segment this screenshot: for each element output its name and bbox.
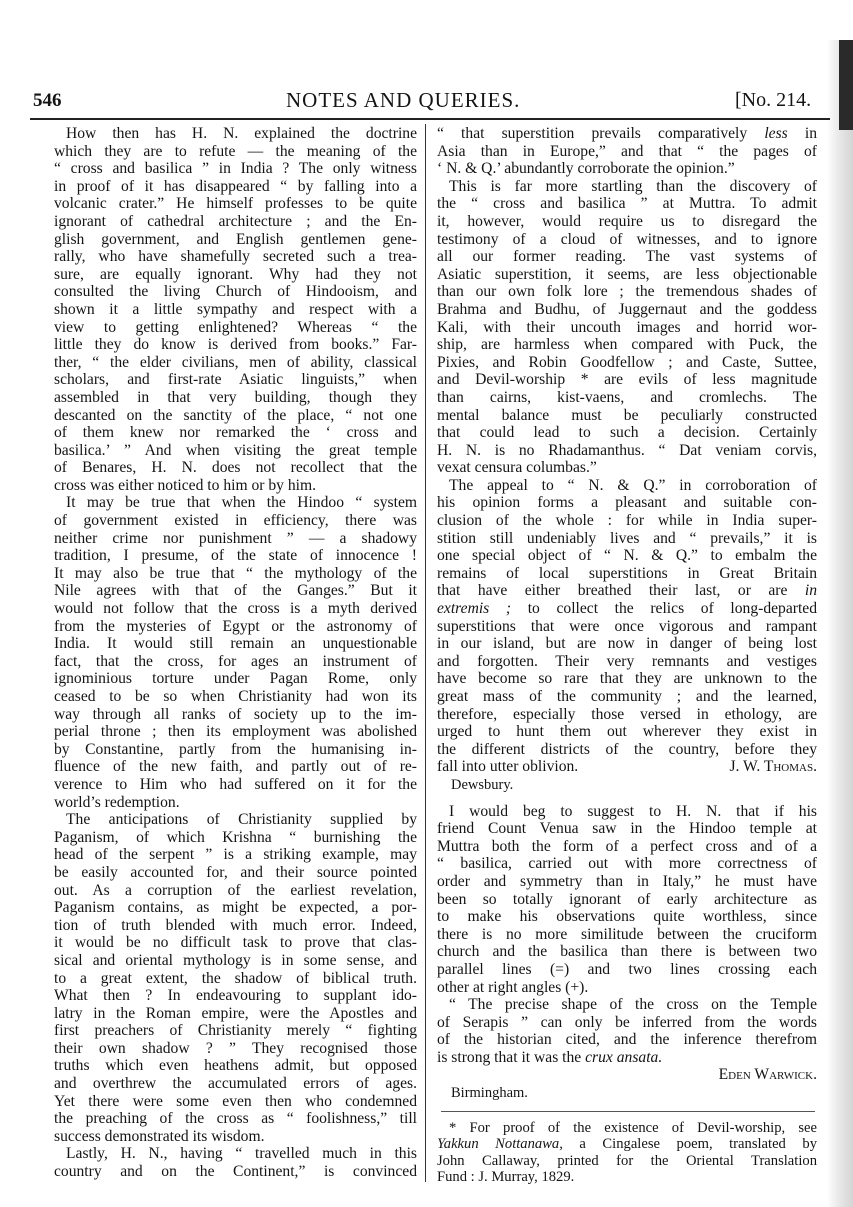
paragraph bbox=[54, 1145, 417, 1180]
text-segment: in bbox=[787, 125, 818, 142]
column-divider bbox=[425, 124, 426, 1182]
text-line: This is far more startling than the discovery of bbox=[449, 177, 817, 195]
text-line: the “ cross and basilica ” at Muttra. To admit bbox=[437, 195, 817, 213]
text-line bbox=[437, 1049, 817, 1067]
text-line: neither crime nor punishment ” — a shadowy bbox=[54, 529, 417, 547]
paragraph bbox=[54, 811, 417, 1145]
italic-text: less bbox=[764, 125, 788, 142]
footnote bbox=[437, 1120, 817, 1186]
text-line: Asiatic superstition, it seems, are less objectionable bbox=[437, 265, 817, 283]
text-line: assembled in that very building, though they bbox=[54, 388, 417, 406]
text-line: tradition, I presume, of the state of innocence ! bbox=[54, 547, 417, 565]
page-header bbox=[0, 88, 853, 114]
text-line: it would be no difficult task to prove that clas- bbox=[54, 934, 417, 952]
text-line: first preachers of Christianity merely “ fighting bbox=[54, 1022, 417, 1040]
text-line: of the historian cited, and the inference therefrom bbox=[437, 1031, 817, 1049]
text-line: in proof of it has disappeared “ by falling into a bbox=[54, 177, 417, 195]
text-line: “ The precise shape of the cross on the Temple bbox=[449, 996, 817, 1014]
right-paragraphs-a bbox=[437, 125, 817, 758]
text-line: have become so rare that they are unknown to the bbox=[437, 670, 817, 688]
text-line: ignominious torture under Pagan Rome, only bbox=[54, 670, 417, 688]
text-line: Paganism contains, as might be expected, a por- bbox=[54, 899, 417, 917]
text-line: little they do know is derived from books.” Far- bbox=[54, 336, 417, 354]
text-line: friend Count Venua saw in the Hindoo temple at bbox=[437, 820, 817, 838]
text-line: view to getting enlightened? Whereas “ the bbox=[54, 318, 417, 336]
text-line: in our island, but are now in danger of being lost bbox=[437, 635, 817, 653]
text-line: vexat censura columbas.” bbox=[437, 459, 597, 477]
text-line: shown it a little sympathy and respect with a bbox=[54, 300, 417, 318]
text-line: been so totally ignorant of early architecture as bbox=[437, 890, 817, 908]
right-column bbox=[437, 125, 817, 1186]
text-line: Brahma and Budhu, of Juggernaut and the goddess bbox=[437, 300, 817, 318]
text-line: superstitions that were once vigorous and rampant bbox=[437, 617, 817, 635]
thomas-signature-line bbox=[437, 758, 817, 776]
text-line: John Callaway, printed for the Oriental Translation bbox=[437, 1152, 817, 1169]
text-line: remains of local superstitions in Great Britain bbox=[437, 564, 817, 582]
text-line: Yet there were some even then who condemned bbox=[54, 1092, 417, 1110]
text-line: testimony of a cloud of witnesses, and to ignore bbox=[437, 230, 817, 248]
text-line: “ cross and basilica ” in India ? The only witness bbox=[54, 160, 417, 178]
text-line: The anticipations of Christianity supplied by bbox=[66, 811, 417, 829]
text-line: I would beg to suggest to H. N. that if his bbox=[449, 802, 817, 820]
text-line bbox=[437, 1136, 817, 1153]
text-line: and forgotten. Their very remnants and vestiges bbox=[437, 652, 817, 670]
text-line: of Benares, H. N. does not recollect that the bbox=[54, 459, 417, 477]
text-segment: to collect the relics of long-departed bbox=[511, 600, 817, 618]
text-line: would not follow that the cross is a myth derived bbox=[54, 600, 417, 618]
text-line: than cairns, kist-vaens, and cromlechs. The bbox=[437, 388, 817, 406]
text-line: success demonstrated its wisdom. bbox=[54, 1127, 265, 1145]
text-line: latry in the Roman empire, were the Apostles and bbox=[54, 1004, 417, 1022]
text-line: one special object of “ N. & Q.” to embalm the bbox=[437, 547, 817, 565]
warwick-signature: Eden Warwick. bbox=[718, 1066, 817, 1084]
text-line: country and on the Continent,” is convinced bbox=[54, 1163, 417, 1181]
text-segment: a Cingalese poem, translated by bbox=[562, 1136, 817, 1153]
thomas-signature: J. W. Thomas. bbox=[729, 758, 817, 776]
text-line: and Devil-worship * are evils of less magnitude bbox=[437, 371, 817, 389]
text-line: tion of truth blended with much error. Indeed, bbox=[54, 916, 417, 934]
footnote-rule bbox=[441, 1111, 815, 1112]
text-line: stition still undeniably lives and “ prevails,” it is bbox=[437, 529, 817, 547]
paragraph bbox=[54, 494, 417, 811]
paragraph bbox=[437, 996, 817, 1066]
text-line: truths which even heathens admit, but opposed bbox=[54, 1057, 417, 1075]
text-line: clusion of the whole : for while in India super- bbox=[437, 512, 817, 530]
text-line: perial throne ; then its employment was abolished bbox=[54, 723, 417, 741]
text-line: Kali, with their uncouth images and horrid wor- bbox=[437, 318, 817, 336]
text-line: it, however, would require us to disregard the bbox=[437, 212, 817, 230]
text-line: It may be true that when the Hindoo “ system bbox=[66, 494, 417, 512]
paragraph bbox=[437, 477, 817, 759]
text-line: ship, are harmless when compared with Puck, the bbox=[437, 336, 817, 354]
text-line: order and symmetry than in Italy,” he must have bbox=[437, 872, 817, 890]
right-paragraphs-b bbox=[437, 803, 817, 1067]
text-line: and overthrew the accumulated errors of ages. bbox=[54, 1075, 417, 1093]
thomas-place: Dewsbury. bbox=[451, 776, 514, 793]
text-line: parallel lines (=) and two lines crossing each bbox=[437, 960, 817, 978]
paragraph bbox=[437, 178, 817, 477]
scan-edge-shadow bbox=[827, 40, 853, 1207]
italic-text: extremis ; bbox=[437, 600, 512, 618]
journal-title: NOTES AND QUERIES. bbox=[286, 88, 521, 112]
text-line: ‘ N. & Q.’ abundantly corroborate the opinion.” bbox=[437, 160, 735, 178]
text-line: Paganism, of which Krishna “ burnishing the bbox=[54, 828, 417, 846]
text-line: church and the basilica than there is between two bbox=[437, 943, 817, 961]
text-line: H. N. is no Rhadamanthus. “ Dat veniam corvis, bbox=[437, 441, 817, 459]
spacer bbox=[437, 795, 817, 803]
text-line: Pixies, and Robin Goodfellow ; and Caste, Suttee, bbox=[437, 353, 817, 371]
paragraph bbox=[437, 803, 817, 997]
text-line: urged to hunt them out wherever they exist in bbox=[437, 723, 817, 741]
text-line: which they are to refute — the meaning of the bbox=[54, 142, 417, 160]
warwick-place: Birmingham. bbox=[451, 1085, 528, 1102]
text-line: ceased to be so when Christianity had won its bbox=[54, 688, 417, 705]
text-line: way through all ranks of society up to the im- bbox=[54, 705, 417, 723]
text-line: rally, who have shamefully secreted such a trea- bbox=[54, 248, 417, 266]
left-column bbox=[54, 125, 417, 1181]
scan-edge-binding bbox=[839, 40, 853, 130]
italic-text: in bbox=[804, 582, 817, 600]
text-segment: “ that superstition prevails comparatively bbox=[437, 125, 765, 142]
text-line: that could lead to such a decision. Certainly bbox=[437, 424, 817, 442]
text-line: out. As a corruption of the earliest revelation, bbox=[54, 881, 417, 899]
text-line: great mass of the community ; and the learned, bbox=[437, 688, 817, 705]
text-line: the different districts of the country, before they bbox=[437, 740, 817, 758]
text-line: than our own folk lore ; the tremendous shades of bbox=[437, 283, 817, 301]
text-line: descanted on the sanctity of the place, “ not one bbox=[54, 406, 417, 424]
text-line bbox=[437, 600, 817, 618]
text-line: How then has H. N. explained the doctrine bbox=[66, 125, 417, 142]
italic-text: Yakkun Nottanawa, bbox=[437, 1136, 563, 1153]
text-line: It may also be true that “ the mythology of the bbox=[54, 564, 417, 582]
text-line: volcanic crater.” He himself professes to be quite bbox=[54, 195, 417, 213]
text-line: Fund : J. Murray, 1829. bbox=[437, 1169, 575, 1186]
text-line: therefore, especially those versed in ethology, are bbox=[437, 705, 817, 723]
text-line: ignorant of cathedral architecture ; and the En- bbox=[54, 212, 417, 230]
text-line: * For proof of the existence of Devil-worship, see bbox=[449, 1119, 817, 1136]
text-line bbox=[437, 125, 817, 143]
text-line: The appeal to “ N. & Q.” in corroboration of bbox=[449, 476, 817, 494]
text-line: Muttra both the form of a perfect cross and of a bbox=[437, 837, 817, 855]
italic-text: crux ansata. bbox=[585, 1048, 663, 1066]
text-line: from the mysteries of Egypt or the astronomy of bbox=[54, 617, 417, 635]
text-line: by Constantine, partly from the humanising in- bbox=[54, 740, 417, 758]
text-line: fluence of the new faith, and partly out of re- bbox=[54, 758, 417, 776]
text-line: their own shadow ? ” They recognised those bbox=[54, 1039, 417, 1057]
text-line: all our former reading. The vast systems of bbox=[437, 248, 817, 266]
text-line: world’s redemption. bbox=[54, 793, 180, 811]
text-line: ther, “ the elder civilians, men of ability, classical bbox=[54, 353, 417, 371]
text-line: glish government, and English gentlemen gene- bbox=[54, 230, 417, 248]
text-line bbox=[437, 582, 817, 600]
text-line: to make his observations quite worthless, since bbox=[437, 908, 817, 926]
text-line: fact, that the cross, for ages an instrument of bbox=[54, 652, 417, 670]
text-line: basilica.’ ” And when visiting the great temple bbox=[54, 441, 417, 459]
text-line: sical and oriental mythology is in some sense, and bbox=[54, 951, 417, 969]
text-line: sure, are equally ignorant. Why had they not bbox=[54, 265, 417, 283]
text-line: of them knew nor remarked the ‘ cross and bbox=[54, 424, 417, 442]
text-line: verence to Him who had suffered on it for the bbox=[54, 775, 417, 793]
text-line: What then ? In endeavouring to supplant ido- bbox=[54, 987, 417, 1005]
page-number: 546 bbox=[33, 90, 62, 111]
text-line: Asia than in Europe,” and that “ the pages of bbox=[437, 142, 817, 160]
text-line: “ basilica, carried out with more correctness of bbox=[437, 855, 817, 873]
text-line: of Serapis ” can only be inferred from the words bbox=[437, 1013, 817, 1031]
text-segment: that have either breathed their last, or are bbox=[437, 582, 805, 600]
text-line: of government existed in efficiency, there was bbox=[54, 512, 417, 530]
text-line: the preaching of the cross as “ foolishness,” till bbox=[54, 1110, 417, 1128]
text-line: be easily accounted for, and their source pointed bbox=[54, 863, 417, 881]
text-segment: is strong that it was the bbox=[437, 1048, 586, 1066]
text-line: Lastly, H. N., having “ travelled much in this bbox=[66, 1145, 417, 1163]
text-line: there is no more similitude between the cruciform bbox=[437, 925, 817, 943]
text-line: to a great extent, the shadow of biblical truth. bbox=[54, 969, 417, 987]
header-rule bbox=[30, 118, 830, 120]
text-line: scholars, and first-rate Asiatic linguists,” when bbox=[54, 371, 417, 389]
text-line: cross was either noticed to him or by him. bbox=[54, 476, 317, 494]
paragraph bbox=[54, 125, 417, 494]
text-line: mental balance must be peculiarly constructed bbox=[437, 406, 817, 424]
thomas-closing-text: fall into utter oblivion. bbox=[437, 758, 579, 776]
text-line: head of the serpent ” is a striking example, may bbox=[54, 846, 417, 864]
text-line: other at right angles (+). bbox=[437, 978, 589, 996]
text-line: Nile agrees with that of the Ganges.” But it bbox=[54, 582, 417, 600]
issue-number: [No. 214. bbox=[735, 89, 812, 111]
text-line: consulted the living Church of Hindooism, and bbox=[54, 283, 417, 301]
text-line: his opinion forms a pleasant and suitable con- bbox=[437, 494, 817, 512]
paragraph bbox=[437, 125, 817, 178]
text-line: India. It would still remain an unquestionable bbox=[54, 635, 417, 653]
